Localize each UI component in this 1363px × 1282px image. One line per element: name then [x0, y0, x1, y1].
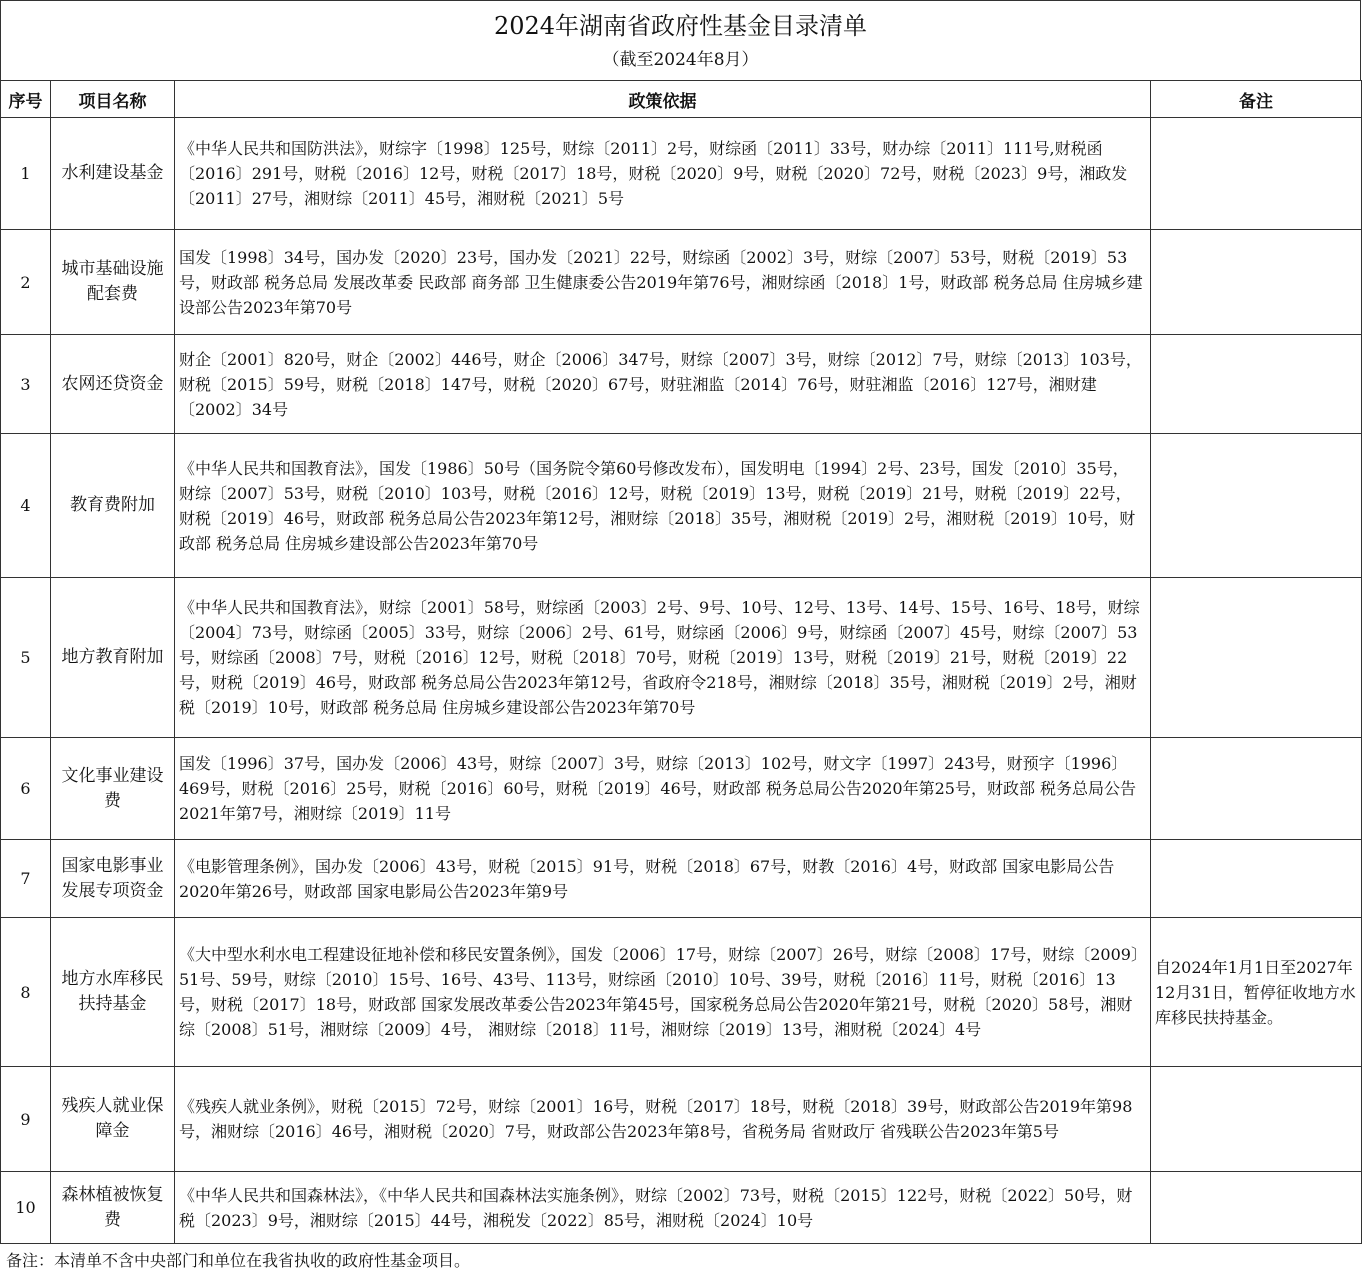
project-name: 残疾人就业保障金 — [51, 1067, 175, 1172]
project-name: 地方水库移民扶持基金 — [51, 918, 175, 1067]
table-row — [1, 738, 1362, 840]
remark — [1151, 335, 1362, 434]
remark — [1151, 840, 1362, 918]
project-name: 森林植被恢复费 — [51, 1172, 175, 1244]
policy-basis: 《电影管理条例》，国办发〔2006〕43号，财税〔2015〕91号，财税〔2018〕67号，财教〔2016〕4号，财政部 国家电影局公告2020年第26号，财政部 国家电影局公告2023年第9号 — [175, 840, 1151, 918]
table-row — [1, 434, 1362, 578]
row-number: 9 — [1, 1067, 51, 1172]
row-number: 6 — [1, 738, 51, 840]
policy-basis: 《中华人民共和国教育法》，财综〔2001〕58号，财综函〔2003〕2号、9号、10号、12号、13号、14号、15号、16号、18号，财综〔2004〕73号，财综函〔2005〕33号，财综〔2006〕2号、61号，财综函〔2006〕9号，财综函〔2007〕45号，财综〔2007〕53号，财综函〔2008〕7号，财税〔2016〕12号，财税〔2018〕70号，财税〔2019〕13号，财税〔2019〕21号，财税〔2019〕22号，财税〔2019〕46号，财政部 税务总局公告2023年第12号，省政府令218号，湘财综〔2018〕35号，湘财税〔2019〕2号，湘财税〔2019〕10号，财政部 税务总局 住房城乡建设部公告2023年第70号 — [175, 578, 1151, 738]
remark — [1151, 1172, 1362, 1244]
policy-basis: 《中华人民共和国防洪法》，财综字〔1998〕125号，财综〔2011〕2号，财综函〔2011〕33号，财办综〔2011〕111号,财税函〔2016〕291号，财税〔2016〕12号，财税〔2017〕18号，财税〔2020〕9号，财税〔2020〕72号，财税〔2023〕9号，湘政发〔2011〕27号，湘财综〔2011〕45号，湘财税〔2021〕5号 — [175, 118, 1151, 230]
project-name: 城市基础设施配套费 — [51, 230, 175, 335]
row-number: 3 — [1, 335, 51, 434]
policy-basis: 国发〔1998〕34号，国办发〔2020〕23号，国办发〔2021〕22号，财综函〔2002〕3号，财综〔2007〕53号，财税〔2019〕53号，财政部 税务总局 发展改革委 民政部 商务部 卫生健康委公告2019年第76号，湘财综函〔2018〕1号，财政部 税务总局 住房城乡建设部公告2023年第70号 — [175, 230, 1151, 335]
remark — [1151, 1067, 1362, 1172]
document-header — [0, 0, 1361, 80]
row-number: 2 — [1, 230, 51, 335]
table-row — [1, 578, 1362, 738]
table-row — [1, 918, 1362, 1067]
policy-basis: 国发〔1996〕37号，国办发〔2006〕43号，财综〔2007〕3号，财综〔2013〕102号，财文字〔1997〕243号，财预字〔1996〕469号，财税〔2016〕25号，财税〔2016〕60号，财税〔2019〕46号，财政部 税务总局公告2020年第25号，财政部 税务总局公告2021年第7号，湘财综〔2019〕11号 — [175, 738, 1151, 840]
row-number: 1 — [1, 118, 51, 230]
project-name: 文化事业建设费 — [51, 738, 175, 840]
remark — [1151, 230, 1362, 335]
policy-basis: 《中华人民共和国教育法》，国发〔1986〕50号（国务院令第60号修改发布），国发明电〔1994〕2号、23号，国发〔2010〕35号，财综〔2007〕53号，财税〔2010〕103号，财税〔2016〕12号，财税〔2019〕13号，财税〔2019〕21号，财税〔2019〕22号，财税〔2019〕46号，财政部 税务总局公告2023年第12号，湘财综〔2018〕35号，湘财税〔2019〕2号，湘财税〔2019〕10号，财政部 税务总局 住房城乡建设部公告2023年第70号 — [175, 434, 1151, 578]
remark: 自2024年1月1日至2027年12月31日，暂停征收地方水库移民扶持基金。 — [1151, 918, 1362, 1067]
row-number: 8 — [1, 918, 51, 1067]
header-project-name: 项目名称 — [51, 81, 175, 118]
table-row — [1, 335, 1362, 434]
document-title: 2024年湖南省政府性基金目录清单 — [493, 12, 868, 40]
document-footnote: 备注：本清单不含中央部门和单位在我省执收的政府性基金项目。 — [6, 1251, 471, 1270]
policy-basis: 《中华人民共和国森林法》，《中华人民共和国森林法实施条例》，财综〔2002〕73号，财税〔2015〕122号，财税〔2022〕50号，财税〔2023〕9号，湘财综〔2015〕44号，湘税发〔2022〕85号，湘财税〔2024〕10号 — [175, 1172, 1151, 1244]
remark — [1151, 434, 1362, 578]
remark — [1151, 118, 1362, 230]
document-subtitle: （截至2024年8月） — [602, 50, 759, 70]
remark — [1151, 738, 1362, 840]
row-number: 10 — [1, 1172, 51, 1244]
row-number: 4 — [1, 434, 51, 578]
header-remarks: 备注 — [1151, 81, 1362, 118]
table-header-row — [1, 81, 1362, 118]
table-row — [1, 118, 1362, 230]
project-name: 教育费附加 — [51, 434, 175, 578]
project-name: 水利建设基金 — [51, 118, 175, 230]
fund-table — [0, 80, 1362, 1244]
table-row — [1, 1067, 1362, 1172]
header-policy-basis: 政策依据 — [175, 81, 1151, 118]
policy-basis: 《残疾人就业条例》，财税〔2015〕72号，财综〔2001〕16号，财税〔2017〕18号，财税〔2018〕39号，财政部公告2019年第98号，湘财综〔2016〕46号，湘财税〔2020〕7号，财政部公告2023年第8号，省税务局 省财政厅 省残联公告2023年第5号 — [175, 1067, 1151, 1172]
header-number: 序号 — [1, 81, 51, 118]
row-number: 5 — [1, 578, 51, 738]
policy-basis: 财企〔2001〕820号，财企〔2002〕446号，财企〔2006〕347号，财综〔2007〕3号，财综〔2012〕7号，财综〔2013〕103号，财税〔2015〕59号，财税〔2018〕147号，财税〔2020〕67号，财驻湘监〔2014〕76号，财驻湘监〔2016〕127号，湘财建〔2002〕34号 — [175, 335, 1151, 434]
table-row — [1, 230, 1362, 335]
remark — [1151, 578, 1362, 738]
policy-basis: 《大中型水利水电工程建设征地补偿和移民安置条例》，国发〔2006〕17号，财综〔2007〕26号，财综〔2008〕17号，财综〔2009〕51号、59号，财综〔2010〕15号、16号、43号、113号，财综函〔2010〕10号、39号，财税〔2016〕11号，财税〔2016〕13号，财税〔2017〕18号，财政部 国家发展改革委公告2023年第45号，国家税务总局公告2020年第21号，财税〔2020〕58号，湘财综〔2008〕51号，湘财综〔2009〕4号， 湘财综〔2018〕11号，湘财综〔2019〕13号，湘财税〔2024〕4号 — [175, 918, 1151, 1067]
table-row — [1, 840, 1362, 918]
project-name: 农网还贷资金 — [51, 335, 175, 434]
row-number: 7 — [1, 840, 51, 918]
project-name: 国家电影事业发展专项资金 — [51, 840, 175, 918]
table-row — [1, 1172, 1362, 1244]
project-name: 地方教育附加 — [51, 578, 175, 738]
